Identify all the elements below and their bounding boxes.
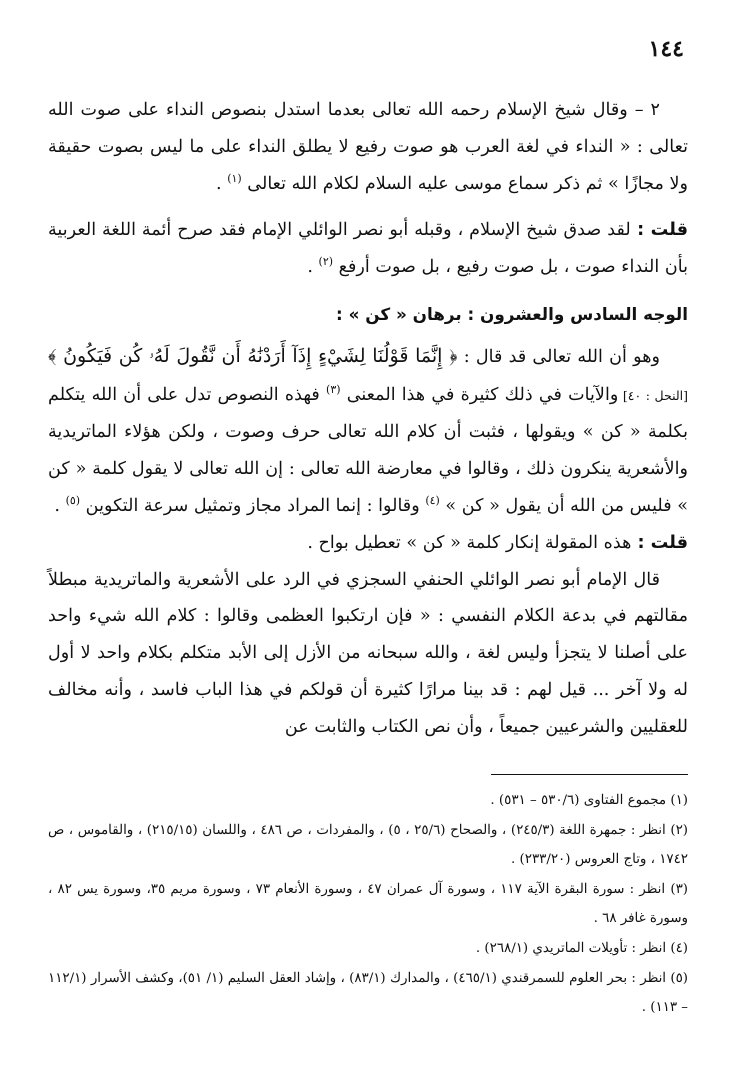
footnote-ref[interactable]: (٢) <box>318 255 334 269</box>
footnote-ref[interactable]: (٥) <box>65 494 81 508</box>
paragraph-text: لقد صدق شيخ الإسلام ، وقبله أبو نصر الوائلي الإمام فقد صرح أئمة اللغة العربية بأن النداء صوت ، بل صوت رفيع ، بل صوت أرفع <box>48 220 688 278</box>
paragraph-text: قال الإمام أبو نصر الوائلي الحنفي السجزي في الرد على الأشعرية والماتريدية مبطلاً مقالتهم في بدعة الكلام النفسي : « فإن ارتكبوا العظمى وقالوا : كلام الله شيء واحد على أصلنا لا يتجزأ وليس لغة ، والله سبحانه من الأزل إلى الأبد متكلم بكلام واحد لا أول له ولا آخر ... قيل لهم : قد بينا مرارًا كثيرة أن قولكم في هذا الباب فاسد ، وأنه مخالف للعقليين والشرعيين جميعاً ، وأن نص الكتاب والثابت عن <box>48 569 688 737</box>
footnote-1: (١) مجموع الفتاوى (٥٣٠/٦ – ٥٣١) . <box>490 793 688 808</box>
footnote-2: (٢) انظر : جمهرة اللغة (٢٤٥/٣) ، والصحاح (٢٥/٦ ، ٥) ، والمفردات ، ص ٤٨٦ ، واللسان (٢١٥/١٥) ، والقاموس ، ص ١٧٤٢ ، وتاج العروس (٢٣٣/٢٠) . <box>48 822 689 868</box>
footnotes <box>48 786 688 1023</box>
page-number: ١٤٤ <box>648 36 684 62</box>
qult-label: قلت : <box>630 220 688 241</box>
book-page <box>48 0 688 1088</box>
section-heading-paragraph <box>48 296 688 334</box>
qult-paragraph-2 <box>48 525 688 562</box>
sijzi-paragraph <box>48 562 688 746</box>
footnote-separator <box>491 774 688 775</box>
paragraph-text: هذه المقولة إنكار كلمة « كن » تعطيل بواح . <box>307 532 632 553</box>
section-heading: الوجه السادس والعشرون : برهان « كن » : <box>336 303 688 324</box>
main-text <box>48 92 688 746</box>
qult-paragraph: قلت : لقد صدق شيخ الإسلام ، وقبله أبو نصر الوائلي الإمام فقد صرح أئمة اللغة العربية بأن النداء صوت ، بل صوت رفيع ، بل صوت أرفع $^{(٢)}$ . <box>48 220 688 278</box>
footnote-5: (٥) انظر : بحر العلوم للسمرقندي (٤٦٥/١) ، والمدارك (٨٣/١) ، وإشاد العقل السليم (١/ ٥١)، وكشف الأسرار (١١٢/١ – ١١٣) . <box>48 970 688 1016</box>
quran-verse: ﴿ إِنَّمَا قَوْلُنَا لِشَيْءٍ إِذَآ أَرَدْنَٰهُ أَن نَّقُولَ لَهُۥ كُن فَيَكُونُ ﴾ <box>48 344 458 367</box>
verse-citation: [النحل : ٤٠] <box>618 387 688 403</box>
footnote-4: (٤) انظر : تأويلات الماتريدي (٢٦٨/١) . <box>475 940 688 956</box>
footnote-ref[interactable]: (١) <box>227 171 242 185</box>
footnote-3: (٣) انظر : سورة البقرة الآية ١١٧ ، وسورة آل عمران ٤٧ ، وسورة الأنعام ٧٣ ، وسورة مريم ٣٥، وسورة يس ٨٢ ، وسورة غافر ٦٨ . <box>48 881 688 927</box>
qult-label: قلت : <box>631 532 688 553</box>
footnote-ref[interactable]: (٤) <box>425 494 440 508</box>
footnote-ref[interactable]: (٣) <box>326 382 341 396</box>
paragraph-2: ٢ – وقال شيخ الإسلام رحمه الله تعالى بعدما استدل بنصوص النداء على صوت الله تعالى : « النداء في لغة العرب هو صوت رفيع لا يطلق النداء على ما ليس بصوت حقيقة ولا مجازًا » ثم ذكر سماع موسى عليه السلام لكلام الله تعالى $^{(١)}$ . <box>48 100 688 194</box>
kun-paragraph: وهو أن الله تعالى قد قال : ﴿ إِنَّمَا قَوْلُنَا لِشَيْءٍ إِذَآ أَرَدْنَٰهُ أَن نَّقُولَ لَهُۥ كُن فَيَكُونُ ﴾ [النحل : ٤٠] والآيات في ذلك كثيرة في هذا المعنى $^{(٣)}$ فهذه النصوص تدل على أن الله يتكلم بكلمة « كن » ويقولها ، فثبت أن كلام الله تعالى حرف وصوت ، ولكن هؤلاء الماتريدية والأشعرية ينكرون ذلك ، وقالوا في معارضة الله تعالى : إن الله تعالى لا يقول كلمة « كن » فليس من الله أن يقول « كن » $^{(٤)}$ وقالوا : إنما المراد مجاز وتمثيل سرعة التكوين $^{(٥)}$ . <box>48 344 688 516</box>
paragraph-text: ٢ – وقال شيخ الإسلام رحمه الله تعالى بعدما استدل بنصوص النداء على صوت الله تعالى : « النداء في لغة العرب هو صوت رفيع لا يطلق النداء على ما ليس بصوت حقيقة ولا مجازًا » ثم ذكر سماع موسى عليه السلام لكلام الله تعالى <box>48 100 688 194</box>
